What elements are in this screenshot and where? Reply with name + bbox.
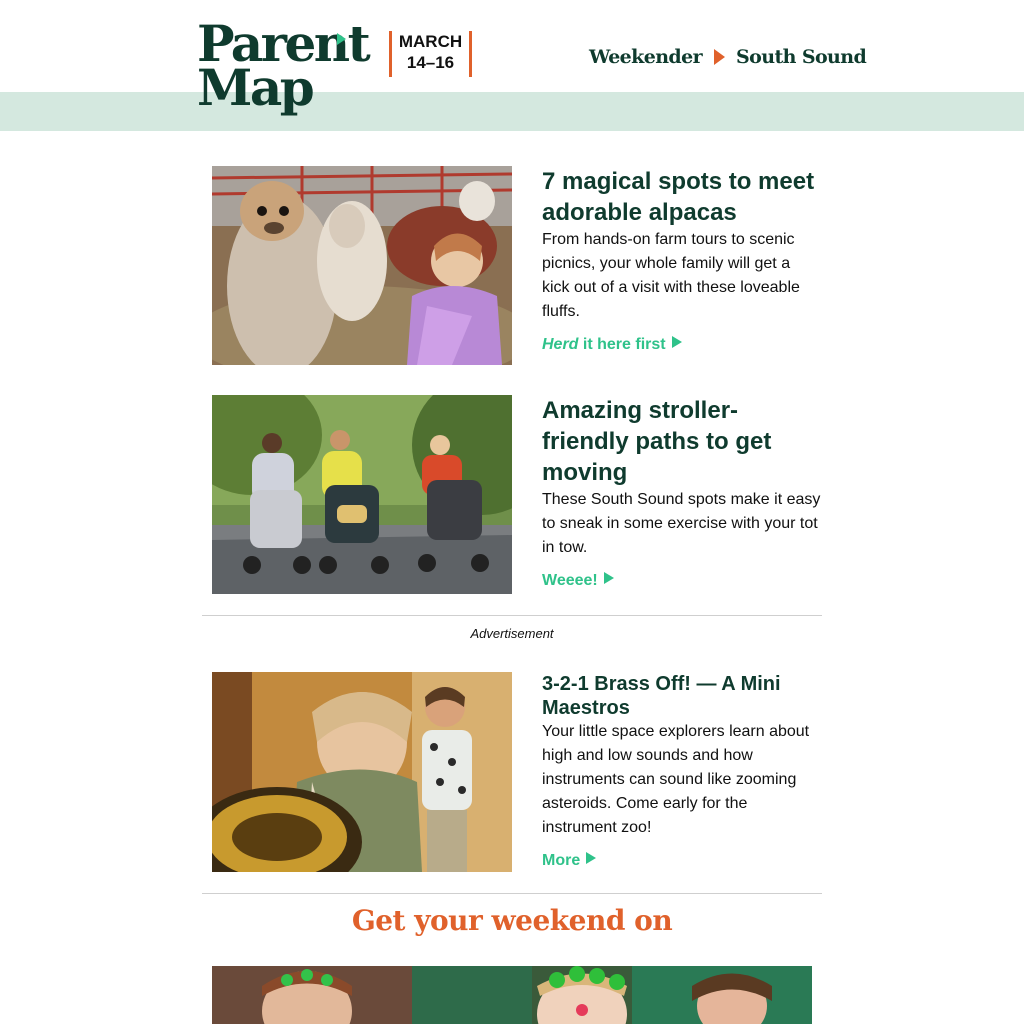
st-patricks-photo-image [212, 966, 812, 1024]
logo-word-map: Map [197, 58, 313, 117]
stroller-photo-image [212, 395, 512, 594]
ad-text [542, 672, 822, 870]
alpaca-photo-image [212, 166, 512, 365]
play-arrow-icon [604, 572, 614, 584]
section-heading: Get your weekend on [351, 904, 673, 937]
story-read-link[interactable] [542, 336, 682, 354]
logo-play-icon [337, 33, 346, 45]
story-text [542, 395, 822, 590]
play-arrow-icon [672, 336, 682, 348]
brass-photo-image [212, 672, 512, 872]
date-range-badge [389, 31, 472, 77]
ad-card [212, 672, 822, 872]
advertisement-label: Advertisement [470, 626, 554, 641]
stroller-photo[interactable] [212, 395, 512, 594]
parentmap-logo[interactable] [197, 14, 369, 120]
ad-more-link[interactable] [542, 852, 596, 870]
date-month: MARCH [398, 32, 463, 51]
breadcrumb-arrow-icon [714, 49, 725, 65]
section-divider [202, 615, 822, 616]
breadcrumb-region: South Sound [736, 46, 867, 68]
story-title[interactable]: Amazing stroller-friendly paths to get moving [542, 397, 772, 486]
story-read-link[interactable] [542, 572, 614, 590]
date-days: 14–16 [406, 53, 455, 72]
story-title[interactable]: 7 magical spots to meet adorable alpacas [542, 168, 815, 226]
edition-breadcrumb [589, 44, 866, 70]
ad-link-text: More [542, 852, 581, 869]
story-card [212, 395, 822, 594]
st-patricks-photo[interactable] [212, 966, 812, 1024]
section-divider [202, 893, 822, 894]
logo-word-parent: Parent [197, 14, 369, 73]
story-text [542, 166, 822, 354]
story-link-text: it here first [578, 336, 666, 353]
story-card [212, 166, 822, 365]
story-link-text: Weeee! [542, 572, 598, 589]
header-band [0, 92, 1024, 131]
play-arrow-icon [586, 852, 596, 864]
alpaca-photo[interactable] [212, 166, 512, 365]
email-header [0, 0, 1024, 131]
ad-title[interactable]: 3-2-1 Brass Off! — A Mini Maestros [542, 673, 781, 719]
ad-body: Your little space explorers learn about high and low sounds and how instruments can sound like zooming asteroids. Come early for the instrument zoo! [542, 723, 810, 836]
brass-photo[interactable] [212, 672, 512, 872]
breadcrumb-edition: Weekender [589, 46, 703, 68]
story-body: From hands-on farm tours to scenic picnics, your whole family will get a kick out of a visit with these loveable fluffs. [542, 231, 800, 320]
story-link-em: Herd [542, 336, 579, 353]
story-body: These South Sound spots make it easy to sneak in some exercise with your tot in tow. [542, 491, 821, 556]
